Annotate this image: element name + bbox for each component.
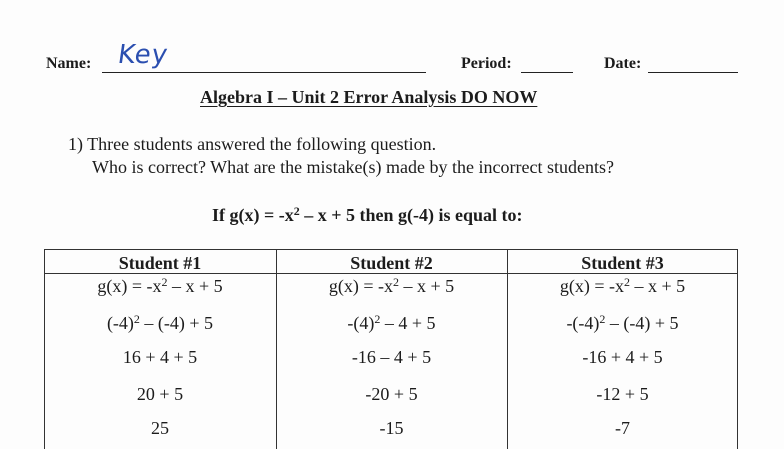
student-3-step-1-pre: -(-4) <box>566 313 600 333</box>
page-title: Algebra I – Unit 2 Error Analysis DO NOW <box>200 87 538 107</box>
student-2-function-post: – x + 5 <box>398 276 455 296</box>
student-3-step-1-post: – (-4) + 5 <box>605 313 679 333</box>
student-2-step-3: -20 + 5 <box>365 384 418 404</box>
student-2-function-pre: g(x) = -x <box>328 276 393 296</box>
name-label: Name: <box>46 55 92 72</box>
student-1-step-3: 20 + 5 <box>136 384 184 404</box>
student-3-function-post: – x + 5 <box>629 276 686 296</box>
student-3-step-1 <box>507 313 738 334</box>
student-1-header: Student #1 <box>118 253 202 273</box>
student-1-step-2: 16 + 4 + 5 <box>122 347 198 367</box>
student-3-function-exp: 2 <box>623 275 630 289</box>
student-3-step-3: -12 + 5 <box>596 384 649 404</box>
problem-exponent: 2 <box>293 204 300 218</box>
student-2-step-1-pre: -(4) <box>347 313 375 333</box>
student-1-function-post: – x + 5 <box>167 276 223 296</box>
name-value: Key <box>115 40 171 70</box>
student-2-header: Student #2 <box>350 253 433 273</box>
student-3-function <box>507 276 738 297</box>
student-1-function-pre: g(x) = -x <box>97 276 162 296</box>
student-3-step-1-exp: 2 <box>599 312 606 326</box>
student-3-step-2: -16 + 4 + 5 <box>582 347 663 367</box>
problem-suffix: – x + 5 then g(-4) is equal to: <box>299 205 523 225</box>
student-1-step-1-exp: 2 <box>133 312 140 326</box>
student-3-header: Student #3 <box>581 253 664 273</box>
period-label: Period: <box>461 55 512 72</box>
question-line-2: Who is correct? What are the mistake(s) made by the incorrect students? <box>92 157 614 177</box>
student-1-step-1-pre: (-4) <box>106 313 134 333</box>
student-3-function-pre: g(x) = -x <box>559 276 624 296</box>
date-label: Date: <box>604 55 642 72</box>
student-2-step-1-post: – 4 + 5 <box>380 313 436 333</box>
student-1-result: 25 <box>151 418 169 438</box>
student-2-function <box>276 276 507 297</box>
period-line <box>521 72 573 73</box>
student-2-result: -15 <box>379 418 404 438</box>
student-1-step-1 <box>44 313 276 334</box>
student-1-step-1-post: – (-4) + 5 <box>139 313 214 333</box>
student-2-step-2: -16 – 4 + 5 <box>351 347 432 367</box>
student-1-function-exp: 2 <box>161 275 168 289</box>
problem-prefix: If g(x) = -x <box>212 205 294 225</box>
student-1-function <box>44 276 276 297</box>
student-3-result: -7 <box>615 418 630 438</box>
problem-statement <box>212 205 523 226</box>
name-line <box>102 72 426 73</box>
student-2-step-1 <box>276 313 507 334</box>
student-2-step-1-exp: 2 <box>374 312 381 326</box>
question-line-1: 1) Three students answered the following question. <box>68 134 437 154</box>
student-2-function-exp: 2 <box>392 275 399 289</box>
date-line <box>648 72 738 73</box>
